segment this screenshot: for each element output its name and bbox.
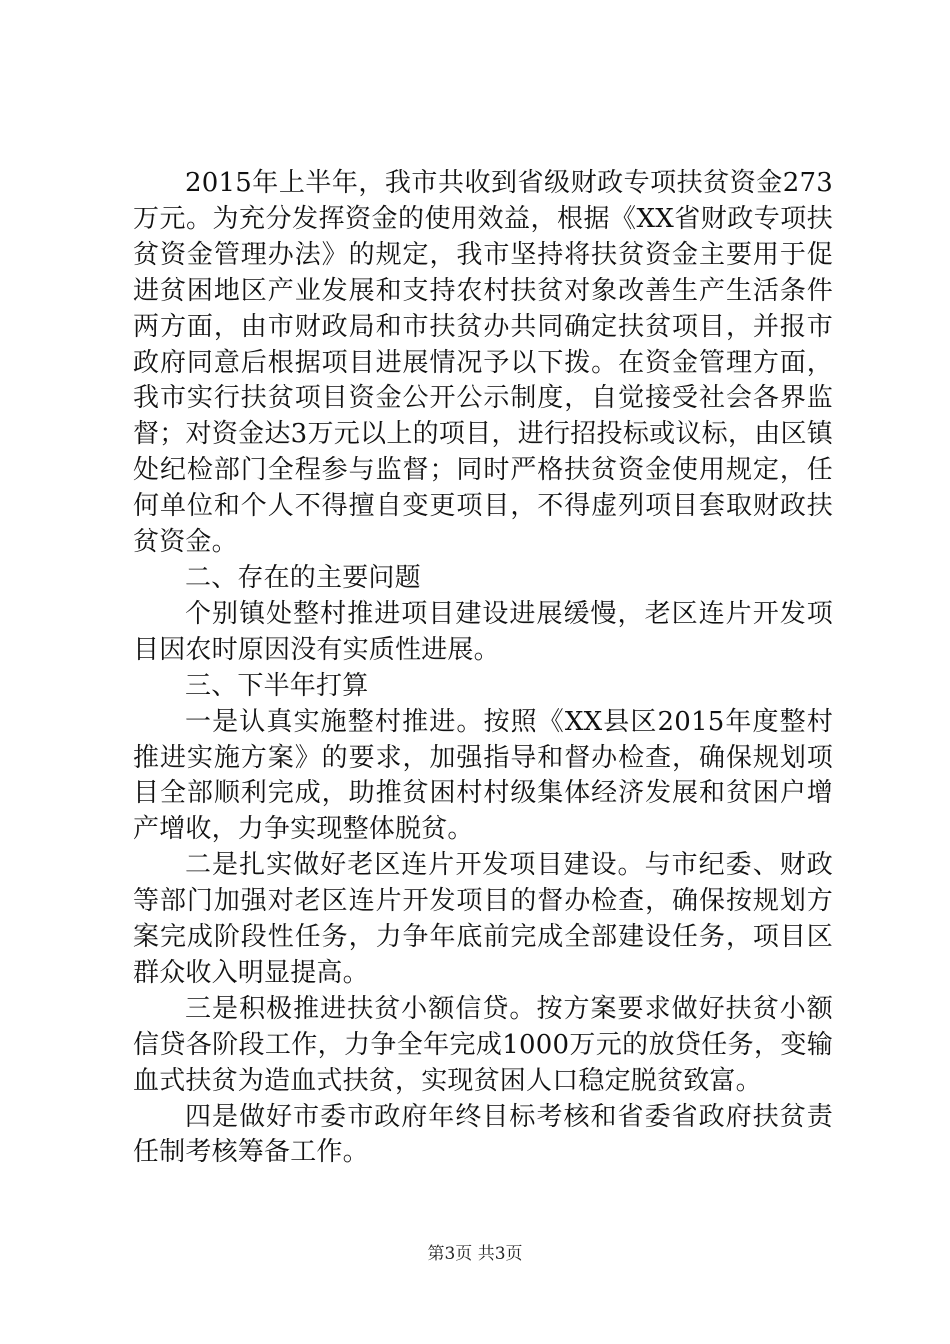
document-body (133, 166, 833, 1171)
paragraph-plan-assessment-preparation: 四是做好市委市政府年终目标考核和省委省政府扶贫责任制考核筹备工作。 (133, 1101, 833, 1168)
paragraph-funds-overview: 2015年上半年，我市共收到省级财政专项扶贫资金273万元。为充分发挥资金的使用效益，根据《XX省财政专项扶贫资金管理办法》的规定，我市坚持将扶贫资金主要用于促进贫困地区产业发展和支持农村扶贫对象改善生产生活条件两方面，由市财政局和市扶贫办共同确定扶贫项目，并报市政府同意后根据项目进展情况予以下拨。在资金管理方面，我市实行扶贫项目资金公开公示制度，自觉接受社会各界监督；对资金达3万元以上的项目，进行招投标或议标，由区镇处纪检部门全程参与监督；同时严格扶贫资金使用规定，任何单位和个人不得擅自变更项目，不得虚列项目套取财政扶贫资金。 (133, 168, 833, 558)
paragraph-plan-microcredit: 三是积极推进扶贫小额信贷。按方案要求做好扶贫小额信贷各阶段工作，力争全年完成1000万元的放贷任务，变输血式扶贫为造血式扶贫，实现贫困人口稳定脱贫致富。 (133, 993, 833, 1096)
paragraph-main-problems: 个别镇处整村推进项目建设进展缓慢，老区连片开发项目因农时原因没有实质性进展。 (133, 598, 833, 665)
page-number-footer: 第3页 共3页 (427, 1244, 523, 1264)
paragraph-plan-old-area-development: 二是扎实做好老区连片开发项目建设。与市纪委、财政等部门加强对老区连片开发项目的督办检查，确保按规划方案完成阶段性任务，力争年底前完成全部建设任务，项目区群众收入明显提高。 (133, 850, 833, 988)
section-heading-main-problems: 二、存在的主要问题 (185, 562, 421, 593)
section-heading-second-half-plan: 三、下半年打算 (185, 670, 369, 701)
paragraph-plan-village-advance: 一是认真实施整村推进。按照《XX县区2015年度整村推进实施方案》的要求，加强指导和督办检查，确保规划项目全部顺利完成，助推贫困村村级集体经济发展和贫困户增产增收，力争实现整体脱贫。 (133, 706, 833, 845)
